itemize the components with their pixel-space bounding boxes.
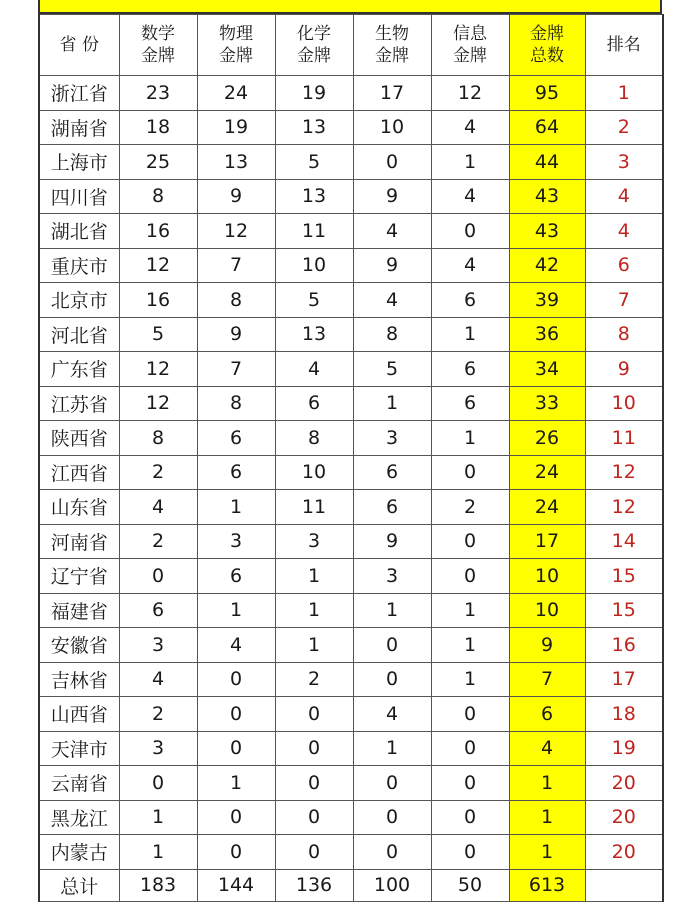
cell-physics: 0 [197,835,275,870]
cell-chemistry: 5 [275,283,353,318]
cell-total: 33 [509,386,585,421]
cell-biology: 1 [353,593,431,628]
cell-biology: 0 [353,835,431,870]
cell-physics: 7 [197,352,275,387]
cell-rank: 18 [585,697,663,732]
cell-biology: 4 [353,283,431,318]
cell-chemistry: 13 [275,110,353,145]
cell-math: 18 [119,110,197,145]
cell-physics: 4 [197,628,275,663]
cell-chemistry: 10 [275,455,353,490]
cell-province: 山西省 [39,697,119,732]
table-row [39,283,663,318]
cell-total: 36 [509,317,585,352]
totals-rank [585,869,663,901]
cell-total: 1 [509,766,585,801]
cell-informatics: 1 [431,421,509,456]
cell-province: 天津市 [39,731,119,766]
cell-informatics: 1 [431,593,509,628]
table-row [39,76,663,111]
cell-rank: 15 [585,593,663,628]
cell-chemistry: 10 [275,248,353,283]
cell-physics: 7 [197,248,275,283]
cell-math: 0 [119,766,197,801]
header-province: 省 份 [39,15,119,76]
cell-physics: 0 [197,697,275,732]
cell-total: 24 [509,490,585,525]
totals-informatics: 50 [431,869,509,901]
cell-physics: 0 [197,662,275,697]
cell-math: 3 [119,628,197,663]
cell-informatics: 0 [431,835,509,870]
cell-informatics: 1 [431,317,509,352]
table-row [39,248,663,283]
cell-biology: 1 [353,731,431,766]
cell-province: 四川省 [39,179,119,214]
table-row [39,800,663,835]
cell-chemistry: 0 [275,800,353,835]
table-row [39,766,663,801]
cell-chemistry: 19 [275,76,353,111]
cell-physics: 9 [197,317,275,352]
cell-rank: 20 [585,766,663,801]
cell-math: 12 [119,386,197,421]
cell-total: 4 [509,731,585,766]
cell-physics: 9 [197,179,275,214]
cell-biology: 17 [353,76,431,111]
cell-province: 山东省 [39,490,119,525]
cell-total: 10 [509,559,585,594]
cell-total: 43 [509,179,585,214]
cell-chemistry: 11 [275,490,353,525]
table-row [39,662,663,697]
cell-province: 福建省 [39,593,119,628]
cell-physics: 0 [197,800,275,835]
cell-math: 16 [119,214,197,249]
header-biology: 生物 金牌 [353,15,431,76]
cell-biology: 9 [353,248,431,283]
cell-total: 95 [509,76,585,111]
cell-biology: 6 [353,455,431,490]
cell-rank: 10 [585,386,663,421]
cell-physics: 24 [197,76,275,111]
totals-physics: 144 [197,869,275,901]
totals-label: 总计 [39,869,119,901]
cell-math: 23 [119,76,197,111]
cell-physics: 13 [197,145,275,180]
cell-total: 1 [509,835,585,870]
cell-math: 1 [119,800,197,835]
cell-province: 陕西省 [39,421,119,456]
cell-biology: 6 [353,490,431,525]
cell-physics: 19 [197,110,275,145]
header-rank: 排名 [585,15,663,76]
cell-chemistry: 1 [275,559,353,594]
table-row [39,352,663,387]
cell-total: 24 [509,455,585,490]
cell-chemistry: 4 [275,352,353,387]
cell-total: 17 [509,524,585,559]
table-row [39,317,663,352]
cell-informatics: 4 [431,248,509,283]
cell-informatics: 0 [431,559,509,594]
cell-math: 8 [119,179,197,214]
cell-province: 江西省 [39,455,119,490]
cell-rank: 11 [585,421,663,456]
cell-total: 64 [509,110,585,145]
cell-chemistry: 8 [275,421,353,456]
header-yellow-band [38,0,662,14]
header-physics: 物理 金牌 [197,15,275,76]
cell-chemistry: 2 [275,662,353,697]
cell-biology: 0 [353,800,431,835]
table-row [39,559,663,594]
cell-math: 2 [119,697,197,732]
cell-biology: 0 [353,628,431,663]
cell-chemistry: 5 [275,145,353,180]
cell-math: 25 [119,145,197,180]
cell-province: 湖南省 [39,110,119,145]
cell-province: 河北省 [39,317,119,352]
cell-informatics: 1 [431,662,509,697]
table-row [39,697,663,732]
cell-province: 湖北省 [39,214,119,249]
cell-math: 8 [119,421,197,456]
cell-rank: 17 [585,662,663,697]
cell-physics: 1 [197,593,275,628]
table-row [39,214,663,249]
cell-rank: 12 [585,455,663,490]
cell-chemistry: 0 [275,731,353,766]
cell-chemistry: 1 [275,593,353,628]
table-row [39,110,663,145]
cell-biology: 9 [353,179,431,214]
cell-informatics: 2 [431,490,509,525]
cell-physics: 6 [197,559,275,594]
cell-chemistry: 13 [275,179,353,214]
header-row [39,15,663,76]
cell-biology: 1 [353,386,431,421]
table-row [39,490,663,525]
medal-table [38,14,664,902]
cell-rank: 2 [585,110,663,145]
cell-informatics: 0 [431,214,509,249]
cell-math: 4 [119,662,197,697]
cell-province: 江苏省 [39,386,119,421]
cell-biology: 0 [353,145,431,180]
cell-biology: 5 [353,352,431,387]
table-row [39,593,663,628]
cell-math: 5 [119,317,197,352]
cell-informatics: 6 [431,283,509,318]
totals-chemistry: 136 [275,869,353,901]
cell-rank: 14 [585,524,663,559]
cell-math: 1 [119,835,197,870]
cell-rank: 4 [585,179,663,214]
table-row [39,455,663,490]
cell-informatics: 0 [431,524,509,559]
cell-total: 9 [509,628,585,663]
table-row [39,421,663,456]
table-row [39,145,663,180]
cell-rank: 6 [585,248,663,283]
cell-rank: 9 [585,352,663,387]
cell-total: 43 [509,214,585,249]
cell-chemistry: 0 [275,835,353,870]
cell-chemistry: 6 [275,386,353,421]
cell-total: 42 [509,248,585,283]
cell-math: 2 [119,524,197,559]
cell-rank: 12 [585,490,663,525]
header-informatics: 信息 金牌 [431,15,509,76]
cell-rank: 4 [585,214,663,249]
cell-informatics: 6 [431,352,509,387]
cell-rank: 20 [585,800,663,835]
cell-province: 广东省 [39,352,119,387]
cell-chemistry: 3 [275,524,353,559]
cell-rank: 3 [585,145,663,180]
cell-total: 1 [509,800,585,835]
cell-province: 北京市 [39,283,119,318]
table-row [39,731,663,766]
cell-biology: 4 [353,697,431,732]
cell-rank: 20 [585,835,663,870]
table-row [39,835,663,870]
cell-physics: 6 [197,455,275,490]
cell-total: 6 [509,697,585,732]
cell-physics: 1 [197,490,275,525]
cell-physics: 1 [197,766,275,801]
header-total: 金牌 总数 [509,15,585,76]
totals-gold: 613 [509,869,585,901]
cell-biology: 3 [353,559,431,594]
cell-province: 河南省 [39,524,119,559]
cell-rank: 16 [585,628,663,663]
cell-rank: 8 [585,317,663,352]
cell-physics: 8 [197,386,275,421]
header-chemistry: 化学 金牌 [275,15,353,76]
table-row [39,179,663,214]
table-row [39,628,663,663]
cell-province: 安徽省 [39,628,119,663]
cell-math: 16 [119,283,197,318]
cell-biology: 8 [353,317,431,352]
cell-biology: 9 [353,524,431,559]
cell-math: 0 [119,559,197,594]
cell-chemistry: 0 [275,697,353,732]
cell-informatics: 1 [431,145,509,180]
table-row [39,524,663,559]
cell-province: 内蒙古 [39,835,119,870]
cell-physics: 0 [197,731,275,766]
cell-rank: 15 [585,559,663,594]
cell-rank: 1 [585,76,663,111]
totals-biology: 100 [353,869,431,901]
cell-math: 2 [119,455,197,490]
cell-informatics: 0 [431,731,509,766]
cell-informatics: 4 [431,110,509,145]
cell-rank: 19 [585,731,663,766]
cell-province: 上海市 [39,145,119,180]
cell-math: 3 [119,731,197,766]
cell-chemistry: 1 [275,628,353,663]
cell-physics: 12 [197,214,275,249]
cell-biology: 0 [353,766,431,801]
cell-informatics: 0 [431,697,509,732]
cell-chemistry: 13 [275,317,353,352]
cell-total: 7 [509,662,585,697]
totals-row [39,869,663,901]
cell-rank: 7 [585,283,663,318]
cell-math: 12 [119,352,197,387]
cell-informatics: 1 [431,628,509,663]
cell-province: 浙江省 [39,76,119,111]
cell-informatics: 0 [431,800,509,835]
header-math: 数学 金牌 [119,15,197,76]
cell-math: 12 [119,248,197,283]
cell-biology: 0 [353,662,431,697]
totals-math: 183 [119,869,197,901]
cell-province: 辽宁省 [39,559,119,594]
cell-physics: 6 [197,421,275,456]
cell-biology: 10 [353,110,431,145]
cell-informatics: 6 [431,386,509,421]
cell-chemistry: 0 [275,766,353,801]
cell-total: 34 [509,352,585,387]
table-row [39,386,663,421]
cell-province: 黑龙江 [39,800,119,835]
cell-province: 重庆市 [39,248,119,283]
cell-math: 6 [119,593,197,628]
cell-chemistry: 11 [275,214,353,249]
cell-total: 10 [509,593,585,628]
cell-province: 吉林省 [39,662,119,697]
cell-biology: 4 [353,214,431,249]
cell-informatics: 4 [431,179,509,214]
cell-physics: 8 [197,283,275,318]
cell-math: 4 [119,490,197,525]
cell-biology: 3 [353,421,431,456]
cell-informatics: 0 [431,766,509,801]
cell-informatics: 0 [431,455,509,490]
cell-total: 44 [509,145,585,180]
cell-total: 26 [509,421,585,456]
cell-total: 39 [509,283,585,318]
cell-informatics: 12 [431,76,509,111]
cell-physics: 3 [197,524,275,559]
cell-province: 云南省 [39,766,119,801]
